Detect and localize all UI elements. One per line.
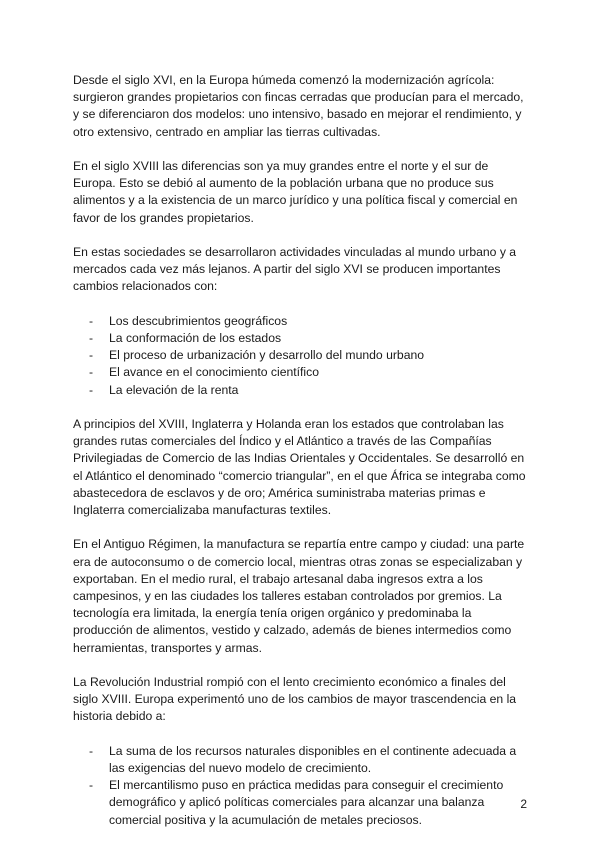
- list-dash: -: [89, 365, 94, 380]
- paragraph-old-regime-manufacture: En el Antiguo Régimen, la manufactura se repartía entre campo y ciudad: una parte era de autoconsumo o de comercio local, mientras otras zonas se especializaban y exportaban. En el medio rural, el trabajo artesanal daba ingresos extra a los campesinos, y en las ciudades los talleres estaban controlados por gremios. La tecnología era limitada, la energía tenía origen orgánico y predominaba la producción de alimentos, vestido y calzado, además de bienes intermedios como herramientas, transportes y armas.: [73, 537, 525, 655]
- document-body: [73, 72, 528, 846]
- list-item-text: La elevación de la renta: [109, 382, 239, 397]
- paragraph-agricultural-modernization: Desde el siglo XVI, en la Europa húmeda comenzó la modernización agrícola: surgieron grandes propietarios con fincas cerradas que producían para el mercado, y se diferenciaron dos modelos: uno intensivo, basado en mejorar el rendimiento, y otro extensivo, centrado en ampliar las tierras cultivadas.: [73, 73, 524, 139]
- list-item: [73, 364, 528, 381]
- paragraph-trade-routes: A principios del XVIII, Inglaterra y Holanda eran los estados que controlaban las grandes rutas comerciales del Índico y el Atlántico a través de las Compañías Privilegiadas de Comercio de las Indias Orientales y Occidentales. Se desarrolló en el Atlántico el denominado “comercio triangular”, en el que África se integraba como abastecedora de esclavos y de oro; América suministraba materias primas e Inglaterra comercializaba manufacturas textiles.: [73, 417, 526, 518]
- paragraph-industrial-revolution: La Revolución Industrial rompió con el lento crecimiento económico a finales del siglo XVIII. Europa experimentó uno de los cambios de mayor trascendencia en la historia debido a:: [73, 675, 517, 724]
- paragraph-north-south-differences: En el siglo XVIII las diferencias son ya muy grandes entre el norte y el sur de Europa. Esto se debió al aumento de la población urbana que no produce sus alimentos y a la existencia de un marco jurídico y una política fiscal y comercial en favor de los grandes propietarios.: [73, 159, 518, 225]
- list-item: [73, 347, 528, 364]
- list-dash: -: [89, 743, 94, 758]
- paragraph-urban-activities: En estas sociedades se desarrollaron actividades vinculadas al mundo urbano y a mercados cada vez más lejanos. A partir del siglo XVI se producen importantes cambios relacionados con:: [73, 245, 517, 294]
- list-dash: -: [89, 331, 94, 345]
- list-item: [73, 743, 528, 777]
- list-item: [73, 330, 528, 347]
- list-item-text: La conformación de los estados: [109, 331, 282, 345]
- changes-list: [73, 313, 528, 399]
- list-dash: -: [89, 348, 94, 363]
- page-number: 2: [520, 797, 527, 811]
- list-item-text: La suma de los recursos naturales disponibles en el continente adecuada a las exigencias del nuevo modelo de crecimiento.: [109, 743, 517, 776]
- list-item: [73, 382, 528, 399]
- list-dash: -: [89, 778, 94, 793]
- list-item-text: El avance en el conocimiento científico: [109, 365, 320, 380]
- list-dash: -: [89, 382, 94, 397]
- list-item: [73, 313, 528, 330]
- list-item-text: El proceso de urbanización y desarrollo del mundo urbano: [109, 348, 425, 363]
- list-dash: -: [89, 313, 94, 328]
- list-item-text: Los descubrimientos geográficos: [109, 313, 288, 328]
- causes-list: [73, 743, 528, 829]
- list-item-text: El mercantilismo puso en práctica medidas para conseguir el crecimiento demográfico y aplicó políticas comerciales para alcanzar una balanza comercial positiva y la acumulación de metales preciosos.: [109, 778, 504, 827]
- list-item: [73, 777, 528, 829]
